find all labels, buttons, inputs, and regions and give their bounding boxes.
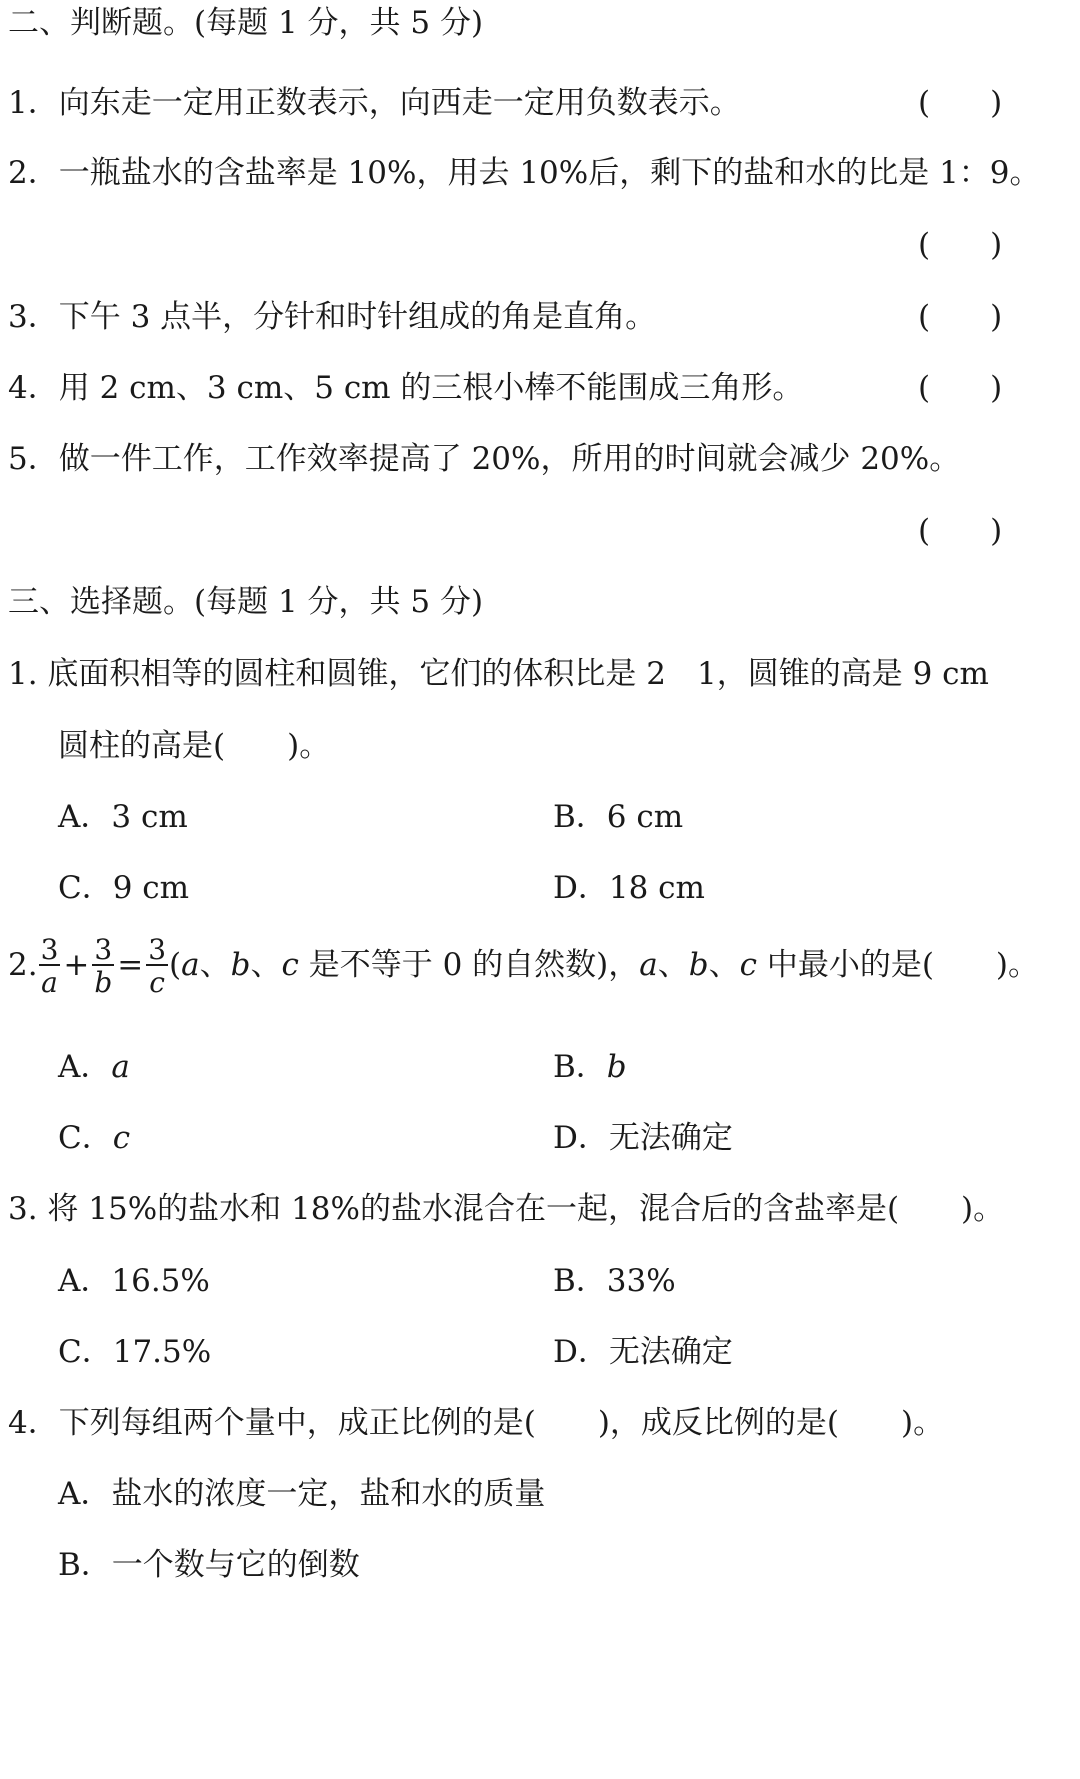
judge-item-4: 4．用 2 cm、3 cm、5 cm 的三根小棒不能围成三角形。 <box>8 370 804 406</box>
answer-blank-2: ( ) <box>918 227 1003 263</box>
q3-option-b: B．33% <box>553 1263 676 1299</box>
judge-section-heading: 二、判断题。(每题 1 分，共 5 分) <box>8 5 484 41</box>
choice-q3-line: 3. 将 15%的盐水和 18%的盐水混合在一起，混合后的含盐率是( )。 <box>8 1191 1005 1227</box>
plus-sign: + <box>63 946 90 983</box>
q2-option-b: B．b <box>553 1049 627 1085</box>
judge-item-2: 2．一瓶盐水的含盐率是 10%，用去 10%后，剩下的盐和水的比是 1：9。 <box>8 155 1041 191</box>
q4-option-a: A．盐水的浓度一定，盐和水的质量 <box>58 1476 546 1512</box>
q2-text: (a、b、c 是不等于 0 的自然数)，a、b、c 中最小的是( )。 <box>169 946 1040 983</box>
q2-option-a: A．a <box>58 1049 130 1085</box>
q1-option-a: A．3 cm <box>58 799 188 835</box>
q1-option-d: D．18 cm <box>553 870 705 906</box>
choice-q1-line1: 1. 底面积相等的圆柱和圆锥，它们的体积比是 2 1，圆锥的高是 9 cm <box>8 656 989 692</box>
judge-item-5: 5．做一件工作，工作效率提高了 20%，所用的时间就会减少 20%。 <box>8 441 961 477</box>
choice-q4-line: 4．下列每组两个量中，成正比例的是( )，成反比例的是( )。 <box>8 1405 945 1441</box>
q2-option-d: D．无法确定 <box>553 1120 733 1156</box>
equals-sign: = <box>117 946 144 983</box>
answer-blank-4: ( ) <box>918 370 1003 406</box>
fraction-3-over-a: $\frac{3}{a}$ <box>40 933 59 1000</box>
q3-option-a: A．16.5% <box>58 1263 210 1299</box>
fraction-3-over-b: $\frac{3}{b}$ <box>94 933 113 1000</box>
q1-option-c: C．9 cm <box>58 870 190 906</box>
judge-item-3: 3．下午 3 点半，分针和时针组成的角是直角。 <box>8 299 657 335</box>
q3-option-c: C．17.5% <box>58 1334 212 1370</box>
q2-option-c: C．c <box>58 1120 131 1156</box>
answer-blank-5: ( ) <box>918 513 1003 549</box>
fraction-3-over-c: $\frac{3}{c}$ <box>148 933 167 1000</box>
answer-blank-3: ( ) <box>918 299 1003 335</box>
choice-section-heading: 三、选择题。(每题 1 分，共 5 分) <box>8 584 484 620</box>
q2-number: 2. <box>8 946 38 983</box>
q1-option-b: B．6 cm <box>553 799 684 835</box>
q4-option-b: B．一个数与它的倒数 <box>58 1547 360 1583</box>
choice-q2-line <box>8 935 1039 998</box>
q3-option-d: D．无法确定 <box>553 1334 733 1370</box>
judge-item-1: 1．向东走一定用正数表示，向西走一定用负数表示。 <box>8 85 741 121</box>
choice-q1-line2: 圆柱的高是( )。 <box>58 728 331 764</box>
answer-blank-1: ( ) <box>918 85 1003 121</box>
